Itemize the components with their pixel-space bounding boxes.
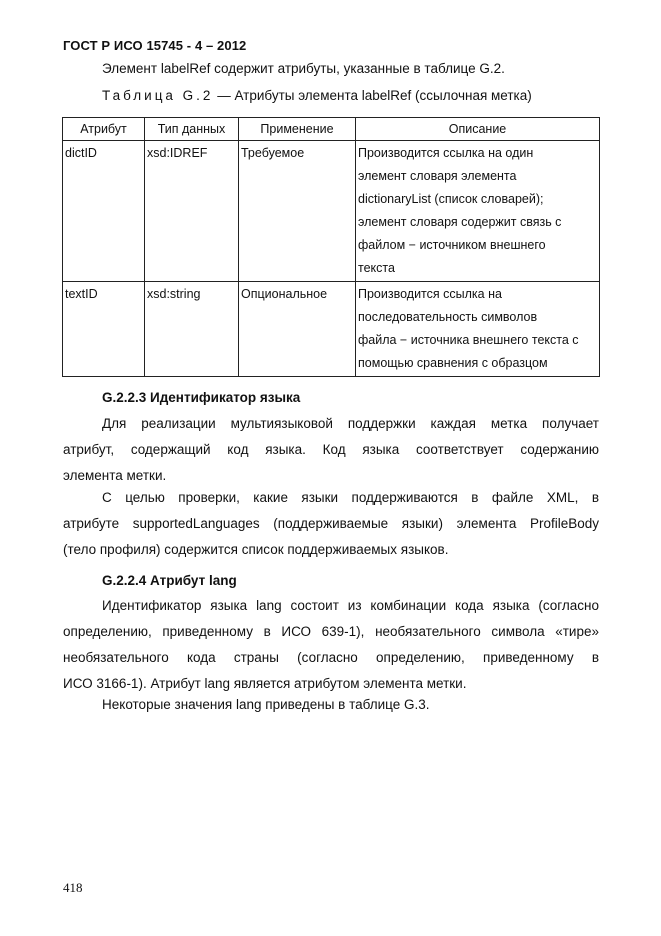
- paragraph: [63, 692, 599, 718]
- description-line: элемент словаря содержит связь с: [358, 215, 562, 229]
- attributes-table: [62, 117, 600, 377]
- cell-attribute: textID: [63, 282, 145, 377]
- paragraph: [63, 411, 599, 489]
- document-header: ГОСТ Р ИСО 15745 - 4 – 2012: [63, 38, 247, 53]
- cell-description: [356, 282, 600, 377]
- section-heading-language-id: G.2.2.3 Идентификатор языка: [102, 390, 301, 405]
- cell-type: xsd:IDREF: [145, 141, 239, 282]
- paragraph-line: С целью проверки, какие языки поддерживаются в файле XML, в: [102, 490, 599, 505]
- description-line: Производится ссылка на: [358, 287, 502, 301]
- paragraph: [63, 593, 599, 697]
- column-header-attribute: Атрибут: [63, 118, 145, 141]
- paragraph-line: ИСО 3166-1). Атрибут lang является атрибутом элемента метки.: [63, 676, 467, 691]
- column-header-type: Тип данных: [145, 118, 239, 141]
- column-header-usage: Применение: [239, 118, 356, 141]
- table-caption-text: — Атрибуты элемента labelRef (ссылочная метка): [213, 88, 532, 103]
- paragraph-line: элемента метки.: [63, 468, 167, 483]
- description-line: файлом − источником внешнего: [358, 238, 546, 252]
- cell-description: [356, 141, 600, 282]
- table-caption-label: Таблица G.2: [102, 88, 214, 103]
- column-header-description: Описание: [356, 118, 600, 141]
- table-row: [63, 141, 600, 282]
- intro-text: Элемент labelRef содержит атрибуты, указанные в таблице G.2.: [102, 61, 505, 76]
- paragraph-line: необязательного кода страны (согласно определению, приведенному в: [63, 650, 599, 665]
- description-line: dictionaryList (список словарей);: [358, 192, 544, 206]
- description-line: последовательность символов: [358, 310, 538, 324]
- paragraph-line: атрибут, содержащий код языка. Код языка соответствует содержанию: [63, 442, 599, 457]
- description-line: помощью сравнения с образцом: [358, 356, 548, 370]
- cell-type: xsd:string: [145, 282, 239, 377]
- cell-usage: Опциональное: [239, 282, 356, 377]
- paragraph-line: Идентификатор языка lang состоит из комбинации кода языка (согласно: [102, 598, 599, 613]
- description-line: файла − источника внешнего текста с: [358, 333, 579, 347]
- cell-usage: Требуемое: [239, 141, 356, 282]
- paragraph-line: Для реализации мультиязыковой поддержки каждая метка получает: [102, 416, 599, 431]
- page-number: 418: [63, 880, 83, 895]
- cell-attribute: dictID: [63, 141, 145, 282]
- section-heading-lang-attribute: G.2.2.4 Атрибут lang: [102, 573, 237, 588]
- description-line: элемент словаря элемента: [358, 169, 517, 183]
- paragraph-line: атрибуте supportedLanguages (поддерживаемые языки) элемента ProfileBody: [63, 516, 599, 531]
- table-row: [63, 282, 600, 377]
- description-line: текста: [358, 261, 395, 275]
- table-header-row: [63, 118, 600, 141]
- paragraph-line: (тело профиля) содержится список поддерживаемых языков.: [63, 542, 449, 557]
- table-caption: [102, 88, 532, 103]
- paragraph: [63, 485, 599, 563]
- paragraph-line: определению, приведенному в ИСО 639-1), необязательного символа «тире»: [63, 624, 599, 639]
- paragraph-line: Некоторые значения lang приведены в таблице G.3.: [102, 697, 430, 712]
- description-line: Производится ссылка на один: [358, 146, 534, 160]
